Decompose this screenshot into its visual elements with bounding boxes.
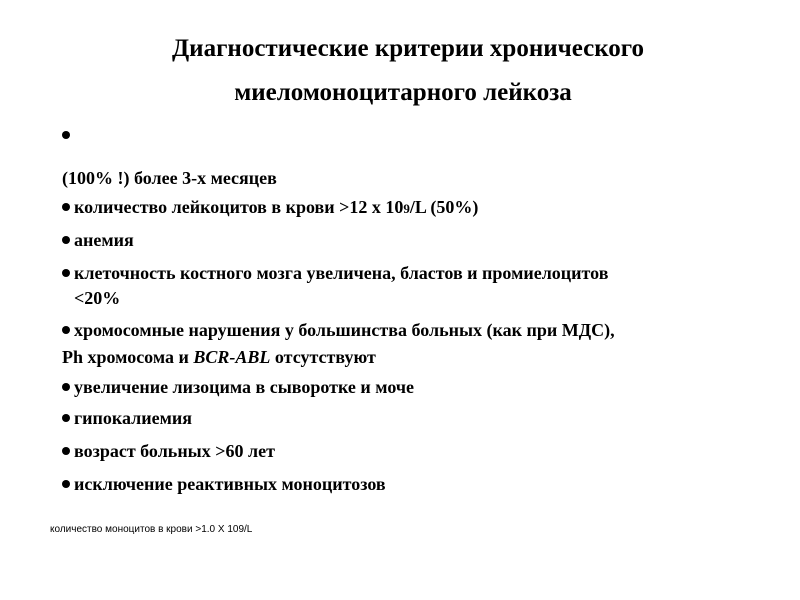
bullet-dot — [62, 236, 70, 244]
bullet-dot — [62, 383, 70, 391]
leukocytes-text: количество лейкоцитов в крови >12 х 10 — [74, 197, 404, 217]
slide-title-line-2: миеломоноцитарного лейкоза — [234, 79, 572, 106]
leukocytes-unit: /L (50%) — [409, 197, 479, 217]
list-item-text: хромосомные нарушения у большинства больных (как при МДС), — [74, 320, 615, 340]
slide-title-line-1: Диагностические критерии хронического — [171, 35, 645, 62]
list-item-text: гипокалиемия — [74, 408, 193, 428]
list-item-text: анемия — [74, 230, 134, 250]
footnote: количество моноцитов в крови >1.0 X 109/L — [50, 524, 253, 535]
bullet-dot — [62, 326, 70, 334]
duration-line: (100% !) более 3-х месяцев — [62, 168, 277, 188]
list-item-text: возраст больных >60 лет — [74, 441, 275, 461]
list-item-bone-marrow-continuation: <20% — [74, 288, 121, 308]
ph-prefix: Ph хромосома и — [62, 347, 194, 367]
bullet-dot — [62, 131, 70, 139]
list-item-text: увеличение лизоцима в сыворотке и моче — [74, 377, 414, 397]
leukocytes-exponent: 9 — [403, 201, 410, 216]
list-item-text — [74, 197, 478, 219]
list-item-text: клеточность костного мозга увеличена, бластов и промиелоцитов — [74, 263, 609, 283]
bullet-dot — [62, 414, 70, 422]
bullet-dot — [62, 447, 70, 455]
bullet-dot — [62, 480, 70, 488]
bullet-dot — [62, 269, 70, 277]
ph-suffix: отсутствуют — [270, 347, 376, 367]
list-item-text: исключение реактивных моноцитозов — [74, 474, 386, 494]
bullet-dot — [62, 203, 70, 211]
ph-chromosome-line — [62, 347, 376, 367]
bcr-abl-text: BCR-ABL — [193, 347, 271, 367]
